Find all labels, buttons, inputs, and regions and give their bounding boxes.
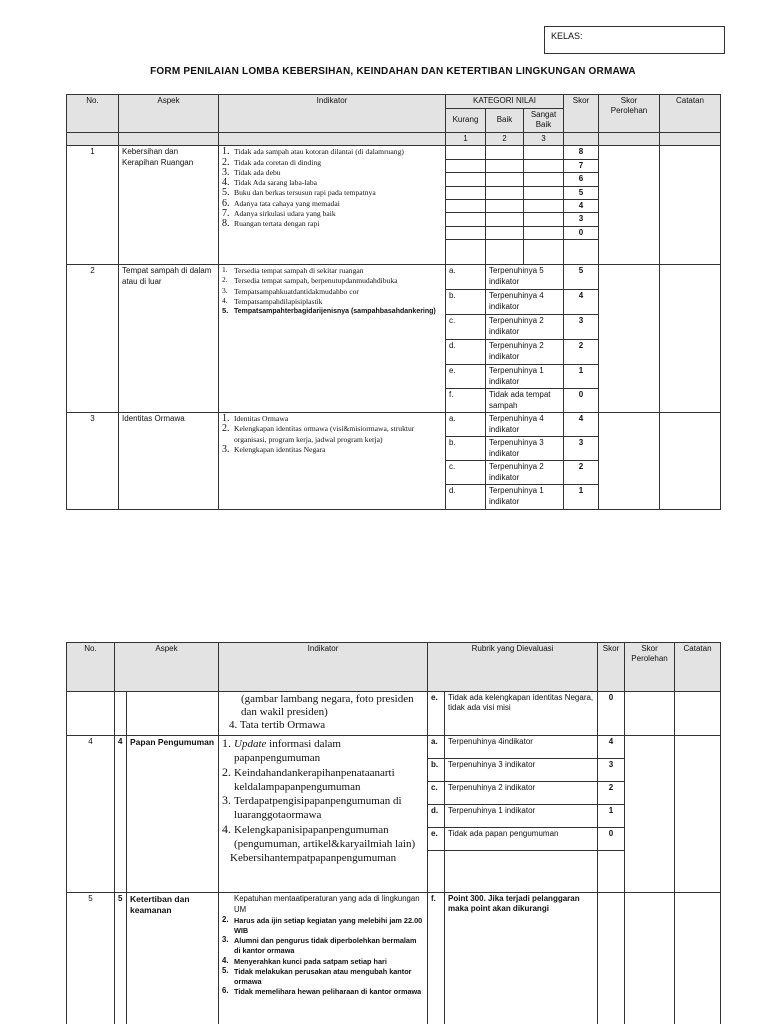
blank-cell <box>660 133 721 146</box>
baik-checkbox[interactable] <box>486 186 524 199</box>
baik-checkbox[interactable] <box>486 226 524 239</box>
blank-cell <box>115 692 127 736</box>
blank-cell <box>564 133 599 146</box>
skor-perolehan-field[interactable] <box>599 265 660 413</box>
rubrik-letter: f. <box>446 389 486 413</box>
blank-cell <box>598 851 625 893</box>
indikator-item: 3. Terdapatpengisipapanpengumuman di luaranggotaormawa <box>222 793 402 822</box>
indikator-list <box>219 265 446 413</box>
rubrik-text: Terpenuhinya 4 indikator <box>486 413 564 437</box>
kurang-checkbox[interactable] <box>446 146 486 159</box>
kategori-number: 2 <box>486 133 524 146</box>
blank-cell <box>428 851 445 893</box>
score-value: 3 <box>564 213 599 226</box>
score-value: 1 <box>564 365 599 389</box>
header-kurang: Kurang <box>446 109 486 133</box>
aspek-cell: Ketertiban dan keamanan <box>127 893 219 1024</box>
header-baik: Baik <box>486 109 524 133</box>
sangat-baik-checkbox[interactable] <box>524 146 564 159</box>
catatan-field[interactable] <box>675 893 721 1024</box>
kategori-number: 3 <box>524 133 564 146</box>
rubrik-letter: d. <box>446 340 486 365</box>
blank-cell <box>599 133 660 146</box>
score-value: 8 <box>564 146 599 159</box>
indikator-text: (gambar lambang negara, foto presiden dan wakil presiden) <box>241 693 414 719</box>
sangat-baik-checkbox[interactable] <box>524 226 564 239</box>
rubrik-letter: d. <box>428 805 445 828</box>
blank-cell <box>67 692 115 736</box>
header-aspek: Aspek <box>119 95 219 133</box>
blank-cell <box>119 133 219 146</box>
catatan-field[interactable] <box>660 265 721 413</box>
rubrik-text: Terpenuhinya 1 indikator <box>445 805 598 828</box>
aspek-cell: Tempat sampah di dalam atau di luar <box>119 265 219 413</box>
rubrik-letter: a. <box>446 413 486 437</box>
score-value: 5 <box>564 186 599 199</box>
blank-cell <box>127 692 219 736</box>
kurang-checkbox[interactable] <box>446 213 486 226</box>
indikator-item: 1. Tidak ada sampah atau kotoran dilantai (di dalamruang) <box>222 146 404 158</box>
score-value: 6 <box>564 173 599 186</box>
sangat-baik-checkbox[interactable] <box>524 240 564 265</box>
row-number: 4 <box>67 736 115 893</box>
row-number: 2 <box>67 265 119 413</box>
rubrik-text: Terpenuhinya 3 indikator <box>486 437 564 461</box>
indikator-item: 7. Adanya sirkulasi udara yang baik <box>222 207 336 219</box>
blank-cell <box>67 133 119 146</box>
kurang-checkbox[interactable] <box>446 226 486 239</box>
indikator-item: 4. Kelengkapanisipapanpengumuman (pengumuman, artikel&karyailmiah lain) <box>222 821 416 851</box>
catatan-field[interactable] <box>660 146 721 265</box>
indikator-item: 2. Kelengkapan identitas ormawa (visi&misiormawa, struktur organisasi, program kerja, jadwal program kerja) <box>222 423 415 444</box>
row-number: 3 <box>67 413 119 510</box>
sangat-baik-checkbox[interactable] <box>524 173 564 186</box>
score-value: 4 <box>564 413 599 437</box>
catatan-field[interactable] <box>675 736 721 893</box>
row-number: 5 <box>67 893 115 1024</box>
aspek-cell: Papan Pengumuman <box>127 736 219 893</box>
score-value: 0 <box>598 692 625 736</box>
baik-checkbox[interactable] <box>486 159 524 172</box>
row-number: 1 <box>67 146 119 265</box>
indikator-item: 5. Buku dan berkas tersusun rapi pada tempatnya <box>222 187 376 199</box>
header-skor: Skor <box>564 95 599 133</box>
rubrik-letter: d. <box>446 485 486 510</box>
baik-checkbox[interactable] <box>486 240 524 265</box>
indikator-item: 4. Menyerahkan kunci pada satpam setiap hari <box>222 955 387 966</box>
indikator-text: 4. Tata tertib Ormawa <box>229 719 326 732</box>
indikator-item: 8. Ruangan tertata dengan rapi <box>222 218 320 230</box>
header-sangat-baik: Sangat Baik <box>524 109 564 133</box>
header-skor-perolehan: Skor Perolehan <box>625 643 675 692</box>
skor-perolehan-field[interactable] <box>599 413 660 510</box>
indikator-item: 1. Identitas Ormawa <box>222 413 289 425</box>
rubrik-text: Terpenuhinya 2 indikator <box>486 461 564 485</box>
kurang-checkbox[interactable] <box>446 159 486 172</box>
indikator-item: 3. Kelengkapan identitas Negara <box>222 443 326 455</box>
header-no: No. <box>67 643 115 692</box>
catatan-field[interactable] <box>675 692 721 736</box>
rubrik-text: Terpenuhinya 4indikator <box>445 736 598 759</box>
rubrik-letter: c. <box>446 315 486 340</box>
kelas-label: KELAS: <box>551 31 583 41</box>
score-value: 0 <box>598 828 625 851</box>
rubrik-letter: e. <box>428 828 445 851</box>
rubrik-text: Terpenuhinya 3 indikator <box>445 759 598 782</box>
indikator-list <box>219 736 428 893</box>
indikator-item: 1. Tersedia tempat sampah di sekitar ruangan <box>222 265 364 276</box>
rubrik-letter: b. <box>446 437 486 461</box>
blank-cell <box>445 851 598 893</box>
rubrik-text: Terpenuhinya 2 indikator <box>445 782 598 805</box>
score-value: 4 <box>564 290 599 315</box>
skor-perolehan-field[interactable] <box>625 736 675 893</box>
indikator-list <box>219 893 428 1024</box>
score-value: 3 <box>564 437 599 461</box>
score-value: 7 <box>564 159 599 172</box>
kurang-checkbox[interactable] <box>446 173 486 186</box>
score-value: 5 <box>564 265 599 290</box>
rubrik-text: Point 300. Jika terjadi pelanggaran maka point akan dikurangi <box>445 893 598 1024</box>
score-value: 2 <box>564 461 599 485</box>
header-aspek: Aspek <box>115 643 219 692</box>
rubrik-text: Tidak ada kelengkapan identitas Negara, tidak ada visi misi <box>445 692 598 736</box>
indikator-text: Kebersihantempatpapanpengumuman <box>230 852 397 865</box>
indikator-list <box>219 146 446 265</box>
header-indikator: Indikator <box>219 95 446 133</box>
score-value: 0 <box>564 226 599 239</box>
header-no: No. <box>67 95 119 133</box>
indikator-item: 6. Tidak memelihara hewan peliharaan di kantor ormawa <box>222 986 422 997</box>
header-skor: Skor <box>598 643 625 692</box>
assessment-table-2 <box>66 642 721 1024</box>
rubrik-letter: e. <box>446 365 486 389</box>
rubrik-text: Terpenuhinya 2 indikator <box>486 315 564 340</box>
rubrik-letter: c. <box>428 782 445 805</box>
score-value: 2 <box>564 340 599 365</box>
rubrik-letter: b. <box>428 759 445 782</box>
blank-cell <box>219 133 446 146</box>
row-number-secondary: 5 <box>115 893 127 1024</box>
indikator-item: 2. Tersedia tempat sampah, berpenutupdanmudahdibuka <box>222 275 398 286</box>
score-value: 1 <box>598 805 625 828</box>
rubrik-text: Tidak ada tempat sampah <box>486 389 564 413</box>
sangat-baik-checkbox[interactable] <box>524 199 564 212</box>
indikator-item: 3. Tempatsampahkuatdantidakmudahbo cor <box>222 285 359 296</box>
rubrik-text: Terpenuhinya 4 indikator <box>486 290 564 315</box>
rubrik-letter: a. <box>428 736 445 759</box>
kurang-checkbox[interactable] <box>446 199 486 212</box>
catatan-field[interactable] <box>660 413 721 510</box>
rubrik-text: Tidak ada papan pengumuman <box>445 828 598 851</box>
indikator-item: 1. Update informasi dalam papanpengumuman <box>222 736 341 765</box>
header-indikator: Indikator <box>219 643 428 692</box>
row-number-secondary: 4 <box>115 736 127 893</box>
indikator-item: 2. Tidak ada coretan di dinding <box>222 156 322 168</box>
blank-cell <box>598 893 625 1024</box>
rubrik-letter: b. <box>446 290 486 315</box>
kelas-field[interactable] <box>544 26 725 54</box>
score-value: 3 <box>598 759 625 782</box>
indikator-item: 2. Harus ada ijin setiap kegiatan yang melebihi jam 22.00 WIB <box>222 914 423 936</box>
baik-checkbox[interactable] <box>486 199 524 212</box>
sangat-baik-checkbox[interactable] <box>524 186 564 199</box>
indikator-item: 5. Tempatsampahterbagidarijenisnya (sampahbasahdankering) <box>222 306 436 316</box>
indikator-item: 2. Keindahandankerapihanpenataanarti keldalampapanpengumuman <box>222 764 395 793</box>
score-value: 3 <box>564 315 599 340</box>
kategori-number: 1 <box>446 133 486 146</box>
rubrik-text: Terpenuhinya 1 indikator <box>486 365 564 389</box>
header-catatan: Catatan <box>675 643 721 692</box>
baik-checkbox[interactable] <box>486 146 524 159</box>
indikator-continuation <box>219 692 428 736</box>
rubrik-text: Terpenuhinya 1 indikator <box>486 485 564 510</box>
header-kategori-nilai: KATEGORI NILAI <box>446 95 564 109</box>
aspek-cell: Identitas Ormawa <box>119 413 219 510</box>
aspek-cell: Kebersihan dan Kerapihan Ruangan <box>119 146 219 265</box>
header-skor-perolehan: Skor Perolehan <box>599 95 660 133</box>
blank-cell <box>564 240 599 265</box>
sangat-baik-checkbox[interactable] <box>524 213 564 226</box>
rubrik-letter: e. <box>428 692 445 736</box>
indikator-item: 4. Tidak Ada sarang laba-laba <box>222 177 318 189</box>
indikator-list <box>219 413 446 510</box>
rubrik-text: Terpenuhinya 5 indikator <box>486 265 564 290</box>
header-catatan: Catatan <box>660 95 721 133</box>
score-value: 4 <box>598 736 625 759</box>
rubrik-letter: a. <box>446 265 486 290</box>
baik-checkbox[interactable] <box>486 213 524 226</box>
indikator-item: 5. Tidak melakukan perusakan atau mengubah kantor ormawa <box>222 965 412 987</box>
rubrik-text: Terpenuhinya 2 indikator <box>486 340 564 365</box>
score-value: 4 <box>564 199 599 212</box>
skor-perolehan-field[interactable] <box>625 893 675 1024</box>
score-value: 1 <box>564 485 599 510</box>
rubrik-letter: c. <box>446 461 486 485</box>
form-title: FORM PENILAIAN LOMBA KEBERSIHAN, KEINDAHAN DAN KETERTIBAN LINGKUNGAN ORMAWA <box>150 66 636 77</box>
indikator-item: 6. Adanya tata cahaya yang memadai <box>222 197 340 209</box>
sangat-baik-checkbox[interactable] <box>524 159 564 172</box>
kurang-checkbox[interactable] <box>446 186 486 199</box>
baik-checkbox[interactable] <box>486 173 524 186</box>
indikator-item: 3. Alumni dan pengurus tidak diperbolehkan bermalam di kantor ormawa <box>222 935 417 956</box>
kurang-checkbox[interactable] <box>446 240 486 265</box>
skor-perolehan-field[interactable] <box>625 692 675 736</box>
indikator-text: Kepatuhan mentaatiperaturan yang ada di lingkungan UM <box>234 894 420 914</box>
header-rubrik: Rubrik yang Dievaluasi <box>428 643 598 692</box>
assessment-table-1 <box>66 94 721 510</box>
indikator-item: 3. Tidak ada debu <box>222 166 281 178</box>
indikator-item: 4. Tempatsampahdilapisiplastik <box>222 295 323 306</box>
skor-perolehan-field[interactable] <box>599 146 660 265</box>
score-value: 0 <box>564 389 599 413</box>
score-value: 2 <box>598 782 625 805</box>
rubrik-letter: f. <box>428 893 445 1024</box>
